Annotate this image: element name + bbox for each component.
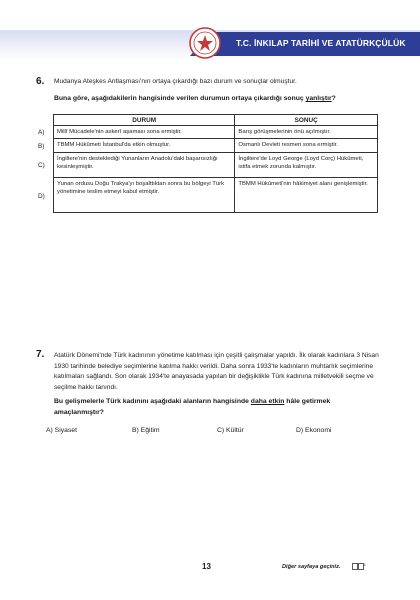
row-d-durum: Yunan ordusu Doğu Trakya'yı boşalttıktan sonra bu bölgeyi Türk yönetimine teslim etmeyi kabul etmiştir. (54, 177, 235, 212)
option-b-letter[interactable]: B) (38, 143, 45, 150)
row-b-sonuc: Osmanlı Devleti resmen sona ermiştir. (235, 139, 378, 152)
row-a-sonuc: Barış görüşmelerinin önü açılmıştır. (235, 126, 378, 139)
question-7-number: 7. (36, 349, 45, 360)
header-title: T.C. İNKILAP TARİHİ VE ATATÜRKÇÜLÜK (236, 38, 406, 48)
question-6-stem: Mudanya Ateşkes Antlaşması'nın ortaya çıkardığı bazı durum ve sonuçlar olmuştur. (54, 78, 297, 85)
question-7-stem: Atatürk Dönemi'nde Türk kadınının yönetime katılması için çeşitli çalışmalar yapıldı. İlk olarak kadınlara 3 Nisan 1930 tarihinde belediye seçimlerine katılma hakkı verildi. Daha sonra 1933'te kadınların muhtarlık seçimlerine katılmaları sağlandı. Son olarak 1934'te anayasada yapılan bir değişiklikle Türk kadınına milletvekili seçme ve seçilme hakkı tanındı. (54, 352, 379, 391)
page-turn-icon (352, 563, 366, 570)
header-sonuc: SONUÇ (235, 115, 378, 126)
table-row (54, 126, 378, 139)
choice-b[interactable]: B) Eğitim (132, 427, 160, 434)
page-number: 13 (202, 562, 211, 571)
question-6-prompt (54, 94, 394, 105)
next-page-label: Diğer sayfaya geçiniz. (282, 564, 341, 570)
header-durum: DURUM (54, 115, 235, 126)
row-c-durum: İngiltere'nin desteklediği Yunanların Anadolu'daki başarısızlığı kesinleşmiştir. (54, 152, 235, 177)
table-row (54, 177, 378, 212)
option-a-letter[interactable]: A) (38, 129, 45, 136)
question-7-prompt (54, 397, 354, 418)
question-6-prompt-keyword: yanlıştır (305, 95, 332, 102)
question-7-prompt-text: Bu gelişmelerle Türk kadınını aşağıdaki alanların hangisinde (54, 398, 251, 405)
question-6-number: 6. (36, 76, 45, 87)
meb-emblem-icon (188, 26, 222, 60)
table-header-row (54, 115, 378, 126)
row-d-sonuc: TBMM Hükûmeti'nin hâkimiyet alanı genişlemiştir. (235, 177, 378, 212)
question-6-table (53, 114, 378, 213)
row-a-durum: Millî Mücadele'nin askerî aşaması sona ermiştir. (54, 126, 235, 139)
choice-d[interactable]: D) Ekonomi (296, 427, 332, 434)
choice-c[interactable]: C) Kültür (217, 427, 244, 434)
row-b-durum: TBMM Hükûmeti İstanbul'da etkin olmuştur. (54, 139, 235, 152)
choice-a[interactable]: A) Siyaset (46, 427, 77, 434)
table-row (54, 139, 378, 152)
option-c-letter[interactable]: C) (38, 162, 45, 169)
question-7-prompt-keyword: daha etkin (250, 398, 285, 405)
question-6-prompt-end: ? (331, 95, 336, 102)
option-d-letter[interactable]: D) (38, 193, 45, 200)
question-7-prompt-end: hâle getirmek amaçlanmıştır? (54, 398, 331, 416)
page-header (0, 30, 420, 60)
row-c-sonuc: İngiltere'de Loyd George (Loyd Corç) Hükûmeti, istifa etmek zorunda kalmıştır. (235, 152, 378, 177)
question-6-prompt-text: Buna göre, aşağıdakilerin hangisinde verilen durumun ortaya çıkardığı sonuç (54, 95, 306, 102)
table-row (54, 152, 378, 177)
